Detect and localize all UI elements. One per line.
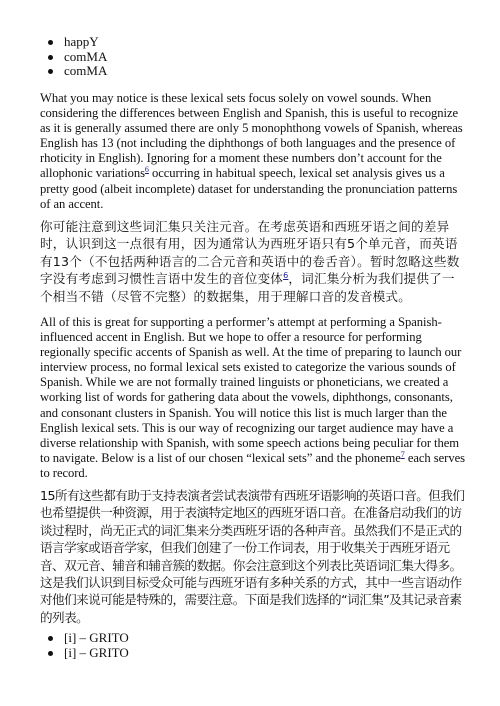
paragraph-spanish-sets-en: All of this is great for supporting a performer’s attempt at performing a Spanish-influenced accent in English. But we hope to offer a resource for performing regionally specific accents of Spanish as well. At the time of preparing to launch our interview process, no formal lexical sets existed to categorize the various sounds of Spanish. While we are not formally trained linguists or phoneticians, we created a working list of words for gathering data about the vowels, diphthongs, consonants, and consonant clusters in Spanish. You will notice this list is much larger than the English lexical sets. This is our way of recognizing our target audience may have a diverse relationship with Spanish, with some speech actions being peculiar for them to navigate. Below is a list of our chosen “lexical sets” and the phoneme$^7$ each serves to record. [40,315,465,480]
list-item: happY [45,35,107,50]
bullet-icon [48,651,53,656]
list-item: comMA [45,50,107,65]
bullet-icon [48,55,53,60]
paragraph-lexical-sets-zh: 你可能注意到这些词汇集只关注元音。在考虑英语和西班牙语之间的差异时，认识到这一点很有用，因为通常认为西班牙语只有5个单元音，而英语有13个（不包括两种语言的二合元音和英语中的卷舌音）。暂时忽略这些数字没有考虑到习惯性言语中发生的音位变体$^6$，词汇集分析为我们提供了一个相当不错（尽管不完整）的数据集，用于理解口音的发音模式。 [40,219,460,304]
phoneme-list [45,631,129,660]
list-item: comMA [45,64,107,79]
bullet-icon [48,69,53,74]
vowel-set-list [45,35,107,79]
footnote-link-7[interactable]: 7 [400,449,405,459]
footnote-link-6[interactable]: 6 [144,165,149,175]
footnote-link-6-zh[interactable]: 6 [283,271,289,281]
paragraph-spanish-sets-zh: 15所有这些都有助于支持表演者尝试表演带有西班牙语影响的英语口音。但我们也希望提供一种资源，用于表演特定地区的西班牙语口音。在准备启动我们的访谈过程时，尚无正式的词汇集来分类西班牙语的各种声音。虽然我们不是正式的语言学家或语音学家，但我们创建了一份工作词表，用于收集关于西班牙语元音、双元音、辅音和辅音簇的数据。你会注意到这个列表比英语词汇集大得多。这是我们认识到目标受众可能与西班牙语有多种关系的方式，其中一些言语动作对他们来说可能是特殊的，需要注意。下面是我们选择的“词汇集”及其记录音素的列表。 [40,488,465,625]
paragraph-lexical-sets-en: What you may notice is these lexical sets focus solely on vowel sounds. When considering the differences between English and Spanish, this is useful to recognize as it is generally assumed there are only 5 monophthong vowels of Spanish, whereas English has 13 (not including the diphthongs of both languages and the presence of rhoticity in English). Ignoring for a moment these numbers don’t account for the allophonic variations$^6$ occurring in habitual speech, lexical set analysis gives us a pretty good (albeit incomplete) dataset for understanding the pronunciation patterns of an accent. [40,91,463,211]
bullet-icon [48,636,53,641]
list-item: [i] – GRITO [45,631,129,646]
bullet-icon [48,40,53,45]
list-item: [i] – GRITO [45,646,129,661]
